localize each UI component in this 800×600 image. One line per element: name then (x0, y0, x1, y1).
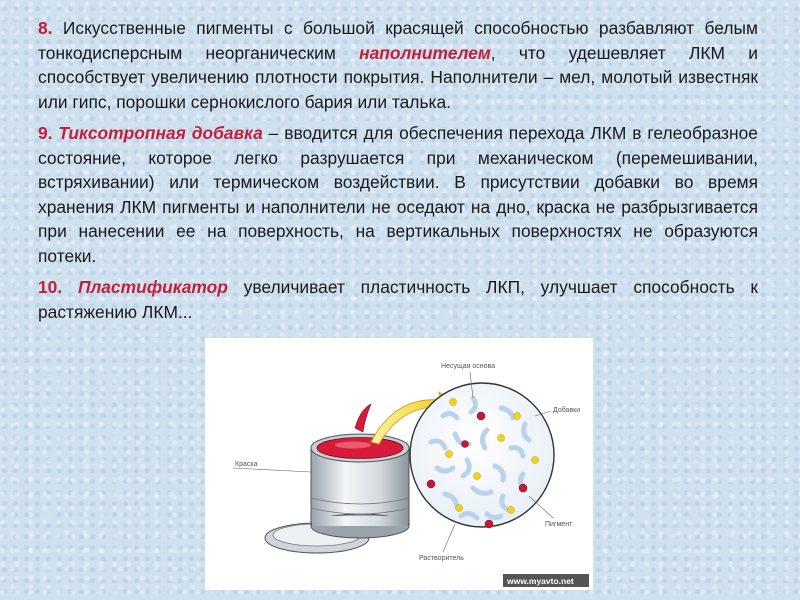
label-carrier: Несущая основа (441, 363, 496, 370)
keyword-plasticizer: Пластификатор (77, 277, 228, 297)
paint-can (311, 434, 409, 538)
label-paint: Краска (235, 461, 258, 468)
paragraph-text: , что удешевляет ЛКМ и способствует увеличению плотности покрытия. Наполнители – мел, молотый известняк или гипс, порошки сернокислого бария или талька. (38, 42, 759, 112)
paragraph-number: 9. (38, 123, 53, 143)
paragraph-text: увеличивает пластичность ЛКП, улучшает способность к растяжению ЛКМ... (38, 277, 758, 322)
paragraph-number: 10. (38, 277, 63, 297)
paragraph-number: 8. (38, 18, 53, 38)
label-additives: Добавки (553, 407, 581, 414)
magnified-view (410, 383, 554, 528)
watermark: www.myavto.net (507, 576, 574, 586)
slide-text (38, 16, 758, 331)
keyword-filler: наполнителем (359, 42, 491, 63)
paragraph-text: Искусственные пигменты с большой красящей способностью разбавляют белым тонкодисперсным неорганическим (38, 18, 758, 63)
label-pigment: Пигмент (545, 521, 573, 528)
paragraph-10 (38, 275, 758, 324)
paint-composition-figure (205, 338, 593, 590)
paragraph-8 (38, 16, 758, 114)
label-solvent: Растворитель (419, 555, 464, 562)
paragraph-text: – вводится для обеспечения перехода ЛКМ в гелеобразное состояние, которое легко разрушается при механическом (перемешивании, встряхивании) или термическом воздействии. В присутствии добавки во время хранения ЛКМ пигменты и наполнители не оседают на дно, краска не разбрызгивается при нанесении ее на поверхность, на вертикальных поверхностях не образуются потеки. (38, 123, 758, 266)
paint-diagram (205, 338, 593, 590)
keyword-thixotropic-additive: Тиксотропная добавка (58, 123, 263, 143)
paragraph-9 (38, 121, 758, 268)
paint-splash (355, 404, 371, 432)
